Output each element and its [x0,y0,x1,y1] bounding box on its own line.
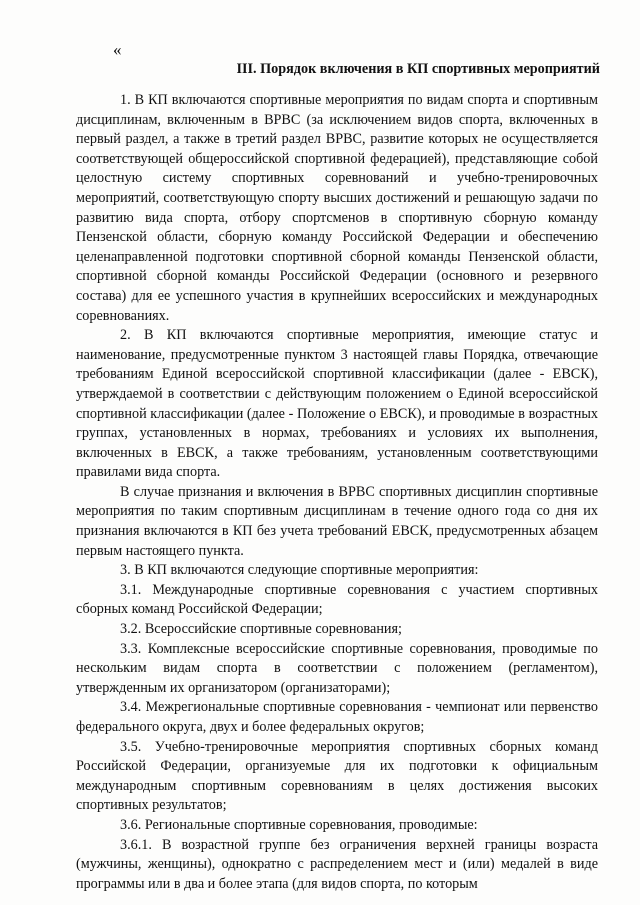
opening-quote-mark: « [113,40,122,59]
paragraph-item-3-3: 3.3. Комплексные всероссийские спортивные соревнования, проводимые по нескольким видам спорта в соответствии с положением (регламентом), утвержденным их организатором (организаторами); [76,640,598,696]
section-title: III. Порядок включения в КП спортивных мероприятий [236,61,600,77]
paragraph-item-2-addendum: В случае признания и включения в ВРВС спортивных дисциплин спортивные мероприятия по таким спортивным дисциплинам в течение одного года со дня их признания включаются в КП без учета требований ЕВСК, предусмотренных абзацем первым настоящего пункта. [76,483,598,559]
paragraph-item-3: 3. В КП включаются следующие спортивные мероприятия: [120,562,479,579]
document-body [76,91,598,894]
paragraph-item-3-6: 3.6. Региональные спортивные соревнования, проводимые: [120,816,478,833]
paragraph-item-1: 1. В КП включаются спортивные мероприятия по видам спорта и спортивным дисциплинам, включенным в ВРВС (за исключением видов спорта, включенных в первый раздел, а также в третий раздел ВРВС, развитие которых не осуществляется соответствующей общероссийской спортивной федерацией), представляющие собой целостную систему спортивных соревнований и учебно-тренировочных мероприятий, соответствующую спорту высших достижений и решающую задачи по развитию вида спорта, отбору спортсменов в спортивную сборную команду Пензенской области, сборную команду Российской Федерации и обеспечению целенаправленной подготовки спортивной сборной команды Пензенской области, спортивной сборной команды Российской Федерации (основного и резервного состава) для ее успешного участия в крупнейших всероссийских и международных соревнованиях. [76,92,598,324]
paragraph-item-2: 2. В КП включаются спортивные мероприятия, имеющие статус и наименование, предусмотренные пунктом 3 настоящей главы Порядка, отвечающие требованиям Единой всероссийской спортивной классификации (далее - ЕВСК), утверждаемой в соответствии с действующим положением о Единой всероссийской спортивной классификации (далее - Положение о ЕВСК), и проводимые в возрастных группах, установленных в нормах, требованиях и условиях их выполнения, включенных в ЕВСК, а также требованиям, установленным соответствующими правилами вида спорта. [76,327,598,481]
paragraph-item-3-2: 3.2. Всероссийские спортивные соревнования; [120,621,402,638]
paragraph-item-3-6-1: 3.6.1. В возрастной группе без ограничения верхней границы возраста (мужчины, женщины), однократно с распределением мест и (или) медалей в виде программы или в два и более этапа (для видов спорта, по которым [76,836,598,892]
paragraph-item-3-1: 3.1. Международные спортивные соревнования с участием спортивных сборных команд Российской Федерации; [76,581,598,618]
paragraph-item-3-5: 3.5. Учебно-тренировочные мероприятия спортивных сборных команд Российской Федерации, организуемые для их подготовки к официальным международным спортивным соревнованиям в целях достижения высоких спортивных результатов; [76,738,598,814]
paragraph-item-3-4: 3.4. Межрегиональные спортивные соревнования - чемпионат или первенство федерального округа, двух и более федеральных округов; [76,699,598,735]
